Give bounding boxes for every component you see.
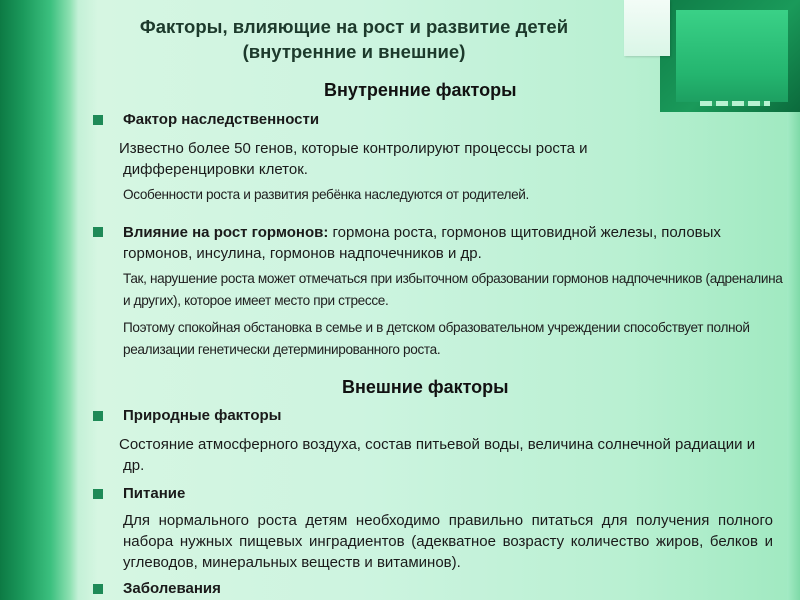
- bullet-square-icon: [93, 227, 103, 237]
- corner-decoration-light: [624, 0, 670, 56]
- hormones-factor-title: Влияние на рост гормонов:: [123, 224, 329, 241]
- slide-title-line-1: Факторы, влияющие на рост и развитие детей: [139, 16, 569, 37]
- hormones-note-environment: Поэтому спокойная обстановка в семье и в детском образовательном учреждении способствует полной реализации генетически детерминированного роста.: [123, 320, 750, 357]
- left-decorative-band: [0, 0, 78, 600]
- heredity-factor-note: Особенности роста и развития ребёнка наследуются от родителей.: [123, 187, 529, 202]
- slide-title-line-2: (внутренние и внешние): [242, 41, 466, 62]
- nutrition-text: Для нормального роста детям необходимо правильно питаться для получения полного набора нужных пищевых ингрaдиентов (адекватное возрасту количество жиров, белков и углеводов, минеральных веществ и витаминов).: [123, 512, 773, 571]
- slide-title: [90, 14, 618, 64]
- corner-decoration-green: [676, 10, 788, 102]
- natural-factors-title: Природные факторы: [123, 407, 282, 424]
- band-highlight: [78, 0, 98, 600]
- hormones-factor-text: гормона роста, гормонов щитовидной железы, половых гормонов, инсулина, гормонов надпочечников и др.: [123, 224, 721, 262]
- hormones-factor-paragraph: [123, 222, 763, 264]
- internal-factors-heading: Внутренние факторы: [324, 80, 517, 100]
- bullet-square-icon: [93, 411, 103, 421]
- bullet-square-icon: [93, 115, 103, 125]
- external-factors-heading: Внешние факторы: [342, 377, 509, 397]
- corner-decoration-stripe: [700, 101, 770, 106]
- heredity-factor-title: Фактор наследственности: [123, 111, 320, 128]
- diseases-title: Заболевания: [123, 580, 221, 597]
- bullet-square-icon: [93, 584, 103, 594]
- natural-factors-text: Состояние атмосферного воздуха, состав питьевой воды, величина солнечной радиации и др.: [119, 436, 756, 474]
- heredity-factor-text: Известно более 50 генов, которые контролируют процессы роста и дифференцировки клеток.: [119, 140, 588, 178]
- bullet-square-icon: [93, 489, 103, 499]
- hormones-note-stress: Так, нарушение роста может отмечаться при избыточном образовании гормонов надпочечников (адреналина и других), которое имеет место при стрессе.: [123, 271, 783, 308]
- nutrition-title: Питание: [123, 485, 186, 502]
